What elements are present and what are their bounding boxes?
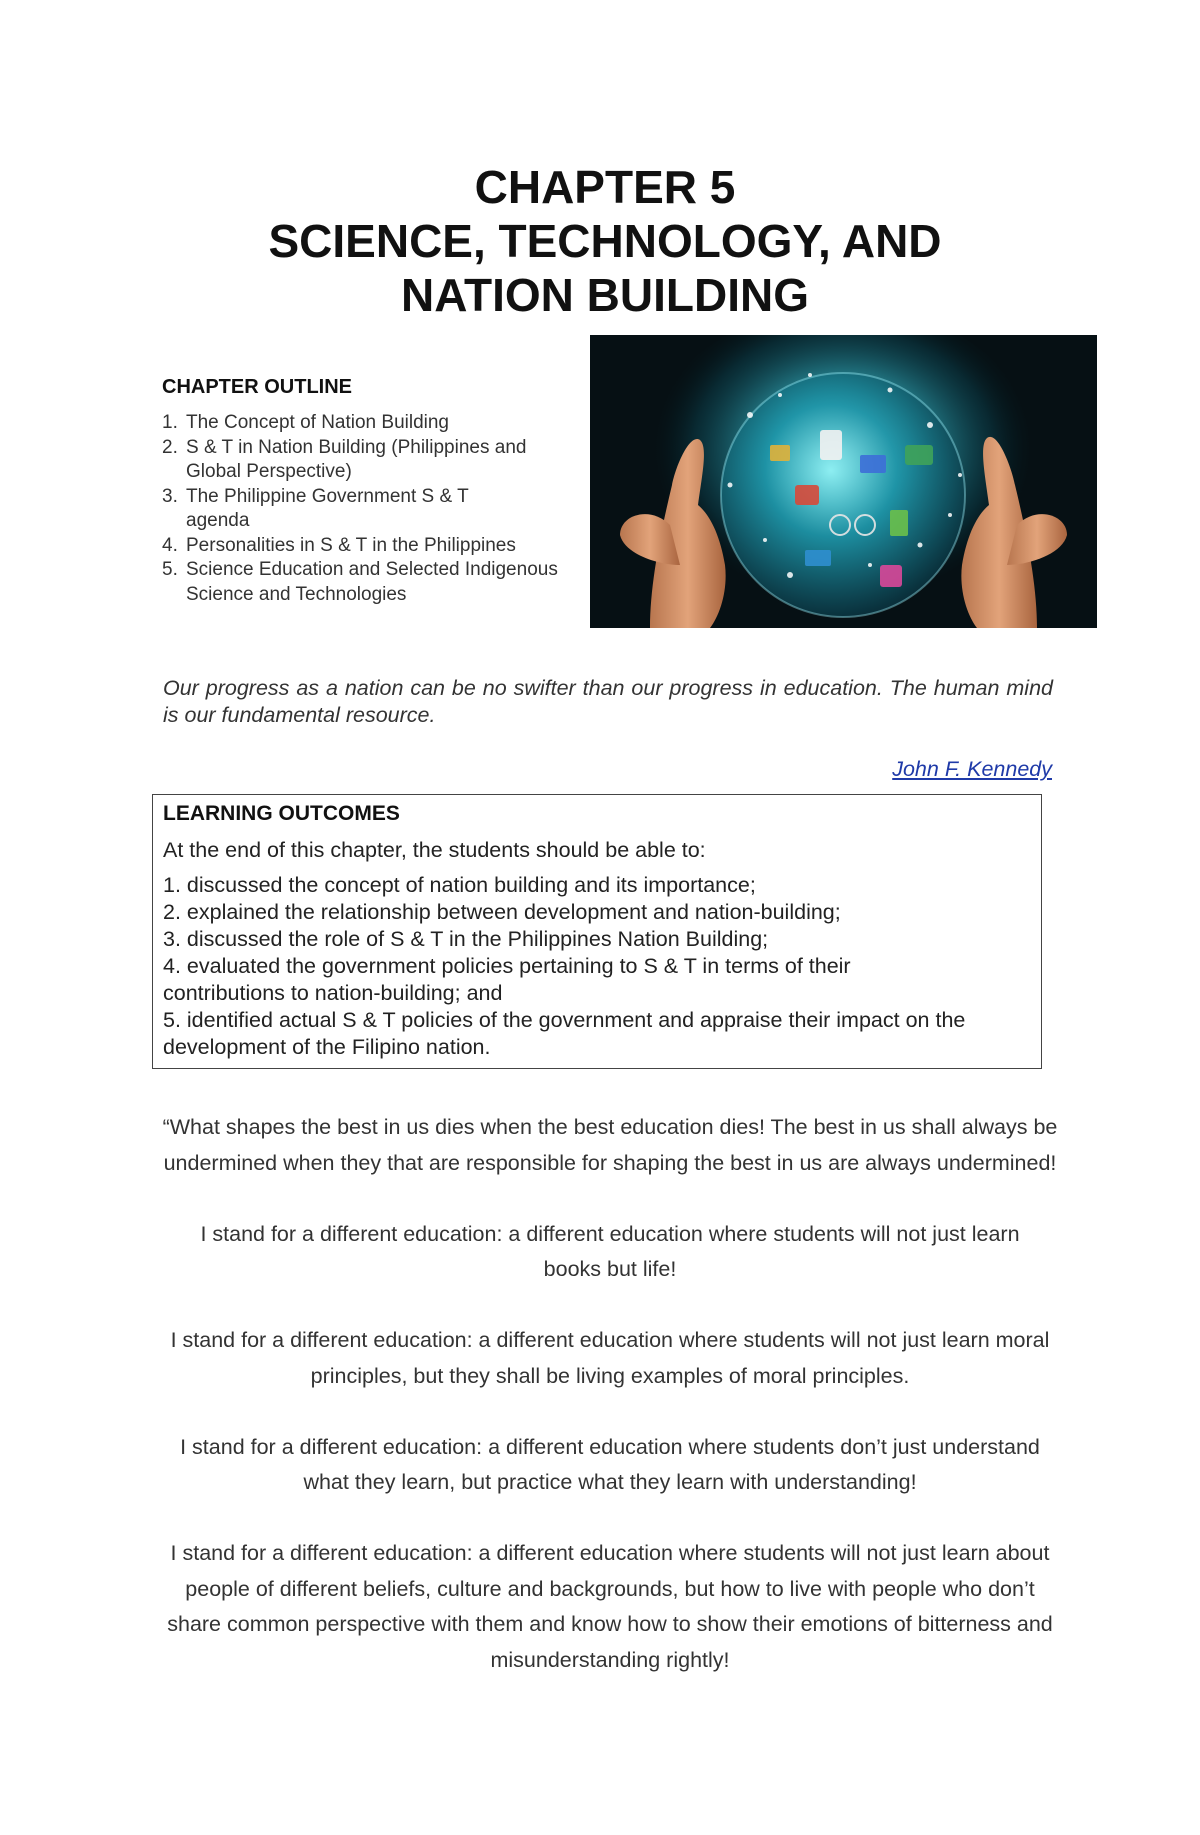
outcome-item: 1. discussed the concept of nation building and its importance;	[163, 873, 756, 897]
outline-item: 2. S & T in Nation Building (Philippines and Global Perspective)	[162, 436, 527, 482]
outline-item: 5. Science Education and Selected Indigenous Science and Technologies	[162, 559, 558, 605]
outcome-item: 3. discussed the role of S & T in the Philippines Nation Building;	[163, 927, 769, 951]
outline-heading: CHAPTER OUTLINE	[162, 376, 352, 398]
education-paragraph: I stand for a different education: a different education where students will not just learn about people of different beliefs, culture and backgrounds, but how to live with people who don’t share common perspective with them and know how to show their emotions of bitterness and misunderstanding rightly!	[167, 1541, 1053, 1672]
quote-author-link[interactable]: John F. Kennedy	[892, 757, 1052, 781]
education-paragraph: I stand for a different education: a different education where students will not just learn books but life!	[200, 1221, 1020, 1281]
outcomes-intro: At the end of this chapter, the students should be able to:	[163, 838, 706, 862]
outcomes-heading: LEARNING OUTCOMES	[163, 802, 400, 825]
outcomes-list	[163, 872, 1031, 1061]
chapter-outline	[162, 376, 582, 607]
chapter-title-line: NATION BUILDING	[400, 269, 809, 321]
education-paragraph: I stand for a different education: a different education where students don’t just understand what they learn, but practice what they learn with understanding!	[180, 1434, 1040, 1494]
outline-item: 3. The Philippine Government S & T agenda	[162, 485, 469, 531]
chapter-title	[0, 160, 1200, 322]
education-paragraph: I stand for a different education: a different education where students will not just learn moral principles, but they shall be living examples of moral principles.	[170, 1328, 1050, 1388]
outline-list	[162, 411, 582, 607]
outcome-item: 2. explained the relationship between development and nation-building;	[163, 900, 841, 924]
outcome-item: 4. evaluated the government policies pertaining to S & T in terms of their contributions to nation-building; and	[163, 954, 851, 1005]
hero-image-globe-hands	[590, 335, 1097, 628]
globe-illustration	[590, 335, 1097, 628]
chapter-number: CHAPTER 5	[474, 161, 736, 213]
chapter-title-line: SCIENCE, TECHNOLOGY, AND	[268, 215, 942, 267]
education-paragraph: “What shapes the best in us dies when the best education dies! The best in us shall always be undermined when they that are responsible for shaping the best in us are always undermined!	[162, 1115, 1058, 1175]
outcome-item: 5. identified actual S & T policies of the government and appraise their impact on the development of the Filipino nation.	[163, 1008, 966, 1059]
epigraph-quote: Our progress as a nation can be no swifter than our progress in education. The human mind is our fundamental resource.	[163, 676, 1053, 727]
education-statement	[160, 1110, 1060, 1714]
outline-item: 1. The Concept of Nation Building	[162, 412, 449, 433]
outline-item: 4. Personalities in S & T in the Philippines	[162, 534, 516, 556]
learning-outcomes-box	[152, 794, 1042, 1069]
